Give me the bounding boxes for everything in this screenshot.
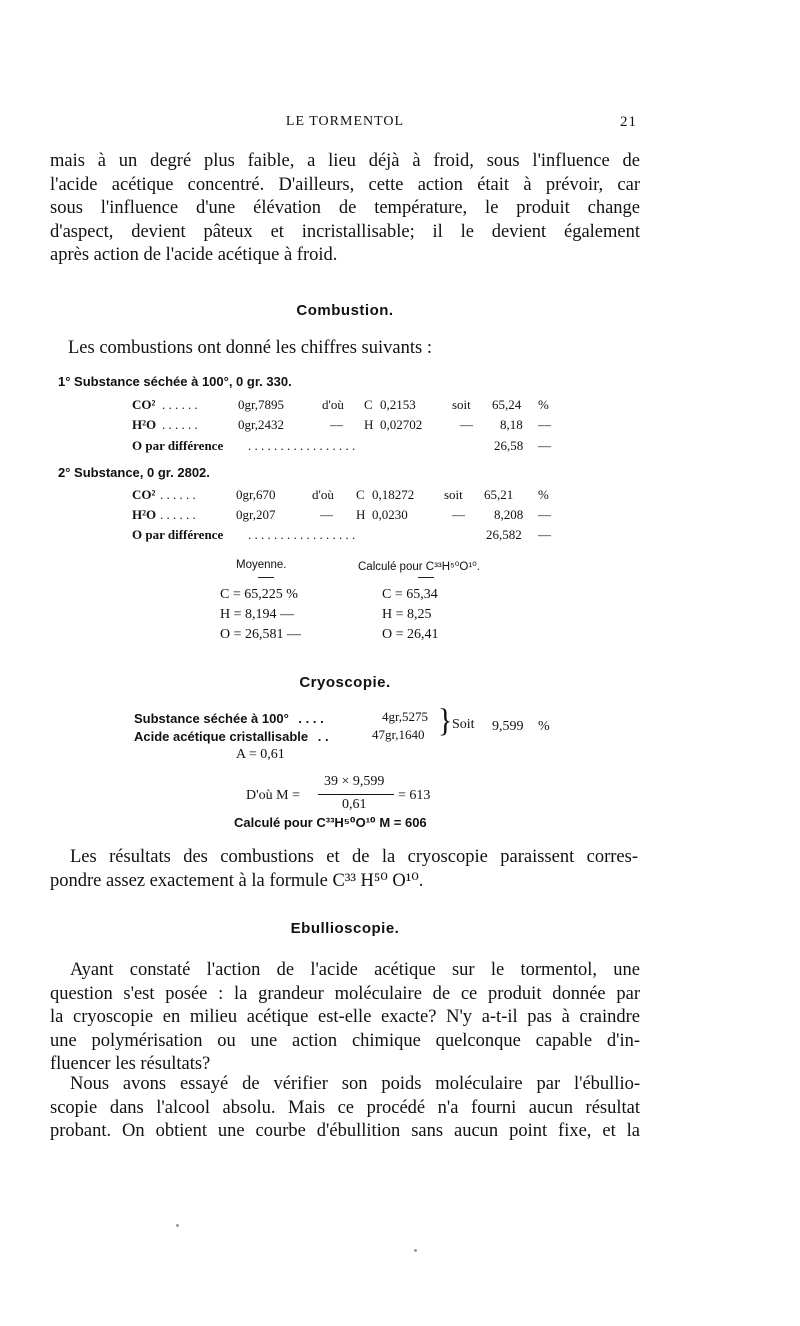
leader-dots: . . . . . .	[162, 397, 198, 412]
mean-title: Moyenne.	[236, 559, 287, 571]
label: Acide acétique cristallisable	[134, 729, 309, 744]
mass: 0gr,207	[236, 507, 276, 522]
sample-2-label: 2° Substance, 0 gr. 2802.	[58, 465, 210, 480]
brace: }	[438, 702, 453, 739]
element: C	[364, 397, 373, 412]
cryo-substance-value: 4gr,5275	[382, 709, 429, 724]
fraction-bar	[318, 794, 394, 795]
element: H	[364, 417, 374, 432]
soit: soit	[444, 487, 463, 502]
leader-dots: . . . . . .	[160, 487, 196, 502]
cryo-acid-label	[134, 729, 329, 744]
value: 0,0230	[372, 507, 408, 522]
combustion-lead: Les combustions ont donné les chiffres suivants :	[68, 338, 432, 358]
speck	[176, 1224, 179, 1227]
percent: 26,58	[494, 438, 524, 453]
text-line: une polymérisation ou une action chimique quelconque capable d'in-	[50, 1030, 640, 1051]
running-head	[0, 114, 800, 134]
formula-prefix: D'où M =	[246, 788, 300, 803]
soit: —	[460, 417, 473, 432]
text-line: question s'est posée : la grandeur moléculaire de ce produit donnée par	[50, 983, 640, 1004]
text-line: fluencer les résultats?	[50, 1054, 211, 1074]
leader-dots: . . . . . . . . . . . . . . . . .	[248, 438, 356, 453]
mean-h: H = 8,194 —	[220, 607, 295, 622]
value: 0,18272	[372, 487, 415, 502]
mean-c: C = 65,225 %	[220, 587, 298, 602]
percent: 65,24	[492, 397, 522, 412]
text-line: la cryoscopie en milieu acétique est-elle exacte? N'y a-t-il pas à craindre	[50, 1007, 640, 1027]
section-heading-combustion: Combustion.	[296, 302, 394, 319]
percent: 26,582	[486, 527, 522, 542]
text-line: pondre assez exactement à la formule C³³ H⁵⁰ O¹⁰.	[50, 870, 424, 891]
text-line: sous l'influence d'une élévation de température, le produit change	[50, 198, 640, 218]
soit: —	[452, 507, 465, 522]
text-line: scopie dans l'alcool absolu. Mais ce procédé n'a fourni aucun résultat	[50, 1097, 640, 1118]
ebullioscopie-paragraph-1	[50, 959, 640, 1077]
sample-1-label: 1° Substance séchée à 100°, 0 gr. 330.	[58, 374, 292, 389]
ebullioscopie-paragraph-2	[50, 1073, 640, 1144]
leader-dots: . . . . . . . . . . . . . . . . .	[248, 527, 356, 542]
cryo-substance-label	[134, 711, 324, 726]
percent: 8,18	[500, 417, 523, 432]
calc-c: C = 65,34	[382, 587, 438, 602]
element: C	[356, 487, 365, 502]
soit: soit	[452, 397, 471, 412]
conj: —	[330, 417, 343, 432]
leader-dots: . . . .	[298, 711, 324, 726]
text-line: après action de l'acide acétique à froid.	[50, 245, 338, 265]
element: H	[356, 507, 366, 522]
percent: 8,208	[494, 507, 524, 522]
text-line: l'acide acétique concentré. D'ailleurs, cette action était à prévoir, car	[50, 174, 640, 195]
cryo-soit-value: 9,599	[492, 719, 524, 734]
text-line: mais à un degré plus faible, a lieu déjà à froid, sous l'influence de	[50, 151, 640, 171]
mass: 0gr,670	[236, 487, 276, 502]
cryo-calc-line: Calculé pour C³³H⁵⁰O¹⁰ M = 606	[234, 815, 427, 830]
running-head-title: LE TORMENTOL	[285, 114, 405, 129]
text-line: d'aspect, devient pâteux et incristallisable; il le devient également	[50, 221, 640, 242]
species: CO²	[132, 487, 156, 502]
formula-numerator: 39 × 9,599	[324, 774, 385, 789]
percent: 65,21	[484, 487, 514, 502]
cryo-acid-value: 47gr,1640	[372, 727, 425, 742]
formula-denominator: 0,61	[342, 797, 367, 812]
leader-dots: . . . . . .	[162, 417, 198, 432]
mass: 0gr,2432	[238, 417, 285, 432]
conj: d'où	[312, 487, 334, 502]
species: CO²	[132, 397, 156, 412]
text-line: Les résultats des combustions et de la cryoscopie paraissent corres-	[70, 847, 638, 867]
page-number: 21	[620, 114, 637, 130]
unit: %	[538, 397, 549, 412]
text-line: probant. On obtient une courbe d'ébullition sans aucun point fixe, et la	[50, 1121, 640, 1141]
value: 0,2153	[380, 397, 416, 412]
speck	[414, 1249, 417, 1252]
unit: %	[538, 487, 549, 502]
section-heading-ebullioscopie: Ebullioscopie.	[290, 920, 400, 937]
value: 0,02702	[380, 417, 423, 432]
calc-title: Calculé pour C³³H⁵⁰O¹⁰.	[358, 561, 480, 573]
species: H²O	[132, 507, 157, 522]
conclusion-paragraph	[50, 846, 638, 893]
formula-result: = 613	[398, 788, 431, 803]
text-line: Nous avons essayé de vérifier son poids moléculaire par l'ébullio-	[70, 1074, 640, 1094]
leader-dots: . . . . . .	[160, 507, 196, 522]
mean-o: O = 26,581 —	[220, 627, 302, 642]
cryo-A: A = 0,61	[236, 747, 285, 762]
mass: 0gr,7895	[238, 397, 285, 412]
unit: —	[538, 438, 551, 453]
calc-h: H = 8,25	[382, 607, 432, 622]
conj: —	[320, 507, 333, 522]
conj: d'où	[322, 397, 344, 412]
section-heading-cryoscopie: Cryoscopie.	[299, 674, 391, 691]
species: H²O	[132, 417, 157, 432]
rule	[258, 577, 274, 578]
unit: —	[538, 527, 551, 542]
cryo-soit-unit: %	[538, 719, 550, 734]
calc-o: O = 26,41	[382, 627, 439, 642]
intro-paragraph	[50, 150, 640, 268]
label: Substance séchée à 100°	[134, 711, 289, 726]
unit: —	[538, 507, 551, 522]
diff-label: O par différence	[132, 438, 224, 453]
text-line: Ayant constaté l'action de l'acide acétique sur le tormentol, une	[70, 960, 640, 980]
cryo-soit: Soit	[452, 717, 475, 732]
unit: —	[538, 417, 551, 432]
diff-label: O par différence	[132, 527, 224, 542]
rule	[418, 577, 434, 578]
leader-dots: . .	[317, 729, 329, 744]
